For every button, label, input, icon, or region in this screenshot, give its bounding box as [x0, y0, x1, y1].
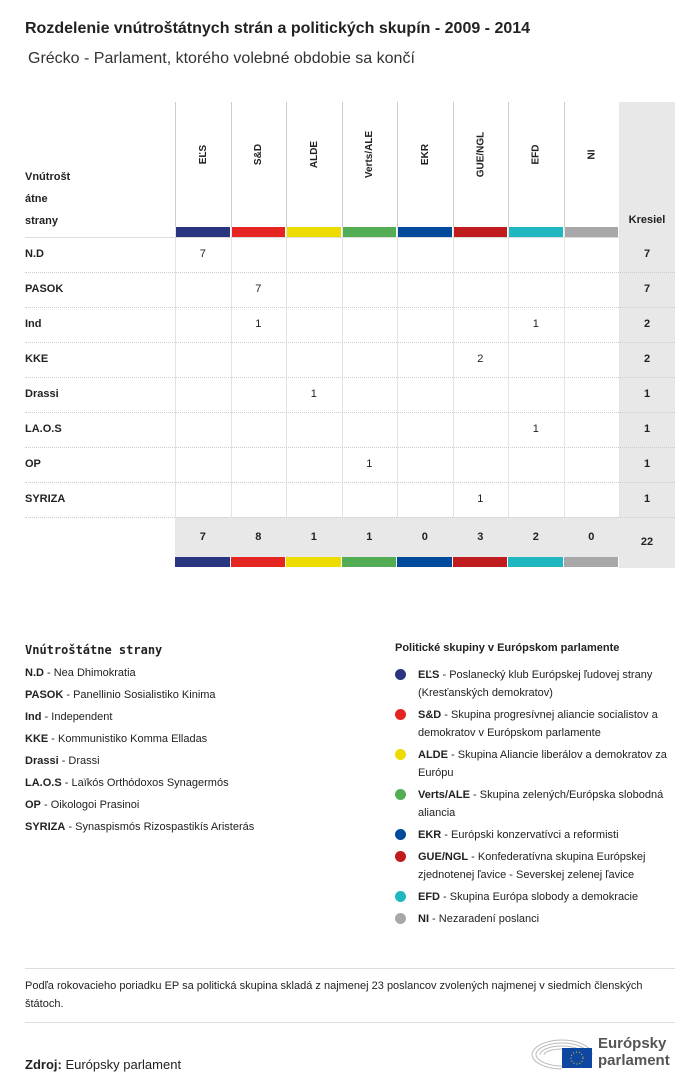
group-color-bar-bottom	[231, 557, 286, 567]
group-header-label: EĽS	[197, 144, 209, 165]
grand-total: 22	[640, 536, 654, 548]
group-color-bar	[175, 227, 230, 237]
group-legend-item: Verts/ALE - Skupina zelených/Európska slobodná aliancia	[395, 786, 685, 822]
party-legend-item: LA.O.S - Laïkós Orthódoxos Synagermós	[25, 777, 229, 789]
color-dot-icon	[395, 851, 406, 862]
group-abbr: NI	[418, 913, 429, 925]
party-abbr: KKE	[25, 733, 49, 745]
party-legend-item: OP - Oikologoi Prasinoi	[25, 799, 140, 811]
group-name: Skupina progresívnej aliancie socialistov a demokratov v Európskom parlamente	[418, 709, 658, 739]
party-label: PASOK	[25, 283, 64, 295]
row-header-line: Vnútrošt	[25, 171, 71, 183]
group-legend-item: GUE/NGL - Konfederatívna skupina Európskej zjednotenej ľavice - Severskej zelenej ľavice	[395, 848, 685, 884]
party-legend-item: SYRIZA - Synaspismós Rizospastikís Aristerás	[25, 821, 255, 833]
row-divider	[25, 517, 675, 518]
group-color-bar-bottom	[175, 557, 230, 567]
seat-count: 1	[532, 318, 539, 330]
color-dot-icon	[395, 913, 406, 924]
column-total: 3	[477, 531, 484, 543]
chart-subtitle: Grécko - Parlament, ktorého volebné obdobie sa končí	[28, 50, 415, 67]
color-dot-icon	[395, 749, 406, 760]
row-total: 1	[643, 388, 651, 400]
party-abbr: SYRIZA	[25, 821, 66, 833]
party-label: KKE	[25, 353, 49, 365]
row-total: 7	[643, 248, 651, 260]
group-header-label: GUE/NGL	[475, 131, 487, 178]
party-label: N.D	[25, 248, 44, 260]
group-abbr: GUE/NGL	[418, 851, 469, 863]
group-abbr: EĽS	[418, 669, 440, 681]
column-total: 7	[199, 531, 206, 543]
column-total: 1	[310, 531, 317, 543]
row-divider	[25, 377, 675, 378]
group-name: Skupina Aliancie liberálov a demokratov za Európu	[418, 749, 667, 779]
seat-count: 1	[310, 388, 317, 400]
divider	[25, 968, 675, 969]
group-color-bar	[508, 227, 563, 237]
group-name: Konfederatívna skupina Európskej zjednotenej ľavice - Severskej zelenej ľavice	[418, 851, 646, 881]
group-abbr: ALDE	[418, 749, 448, 761]
group-header-label: S&D	[253, 143, 265, 166]
row-divider	[25, 447, 675, 448]
row-total: 1	[643, 458, 651, 470]
group-abbr: Verts/ALE	[418, 789, 470, 801]
party-legend-item: PASOK - Panellinio Sosialistiko Kinima	[25, 689, 216, 701]
party-name: Laïkós Orthódoxos Synagermós	[71, 777, 229, 789]
group-abbr: EKR	[418, 829, 442, 841]
party-name: Kommunistiko Komma Elladas	[58, 733, 208, 745]
color-dot-icon	[395, 709, 406, 720]
parties-legend	[25, 643, 254, 843]
party-name: Synaspismós Rizospastikís Aristerás	[75, 821, 255, 833]
group-header-label: ALDE	[308, 140, 320, 169]
group-color-bar-bottom	[286, 557, 341, 567]
color-dot-icon	[395, 891, 406, 902]
color-dot-icon	[395, 669, 406, 680]
group-header-label: EFD	[530, 144, 542, 165]
party-abbr: Drassi	[25, 755, 59, 767]
group-legend-item: EĽS - Poslanecký klub Európskej ľudovej strany (Kresťanských demokratov)	[395, 666, 685, 702]
seat-count: 1	[477, 493, 484, 505]
row-header-line: strany	[25, 215, 59, 227]
seat-count: 1	[532, 423, 539, 435]
party-name: Panellinio Sosialistiko Kinima	[73, 689, 216, 701]
column-line	[453, 227, 454, 517]
group-color-bar	[564, 227, 619, 237]
column-line	[397, 227, 398, 517]
total-header: Kresiel	[628, 214, 666, 226]
seat-count: 7	[255, 283, 262, 295]
group-color-bar	[342, 227, 397, 237]
group-header	[508, 102, 564, 227]
column-total: 2	[532, 531, 539, 543]
seat-count: 1	[255, 318, 262, 330]
group-name: Nezaradení poslanci	[438, 913, 540, 925]
header-divider	[25, 237, 619, 238]
seat-count: 2	[477, 353, 484, 365]
chart-title: Rozdelenie vnútroštátnych strán a politických skupín - 2009 - 2014	[25, 20, 531, 37]
group-name: Poslanecký klub Európskej ľudovej strany (Kresťanských demokratov)	[418, 669, 653, 699]
group-color-bar	[286, 227, 341, 237]
party-name: Nea Dhimokratia	[53, 667, 136, 679]
column-line	[231, 227, 232, 517]
party-label: Drassi	[25, 388, 59, 400]
group-color-bar	[453, 227, 508, 237]
column-total: 8	[255, 531, 262, 543]
party-name: Drassi	[68, 755, 100, 767]
party-abbr: Ind	[25, 711, 42, 723]
column-line	[342, 227, 343, 517]
parties-legend-title: Vnútroštátne strany	[25, 643, 163, 657]
party-name: Independent	[51, 711, 113, 723]
party-label: OP	[25, 458, 41, 470]
row-divider	[25, 307, 675, 308]
group-header	[231, 102, 287, 227]
group-legend-item: NI - Nezaradení poslanci	[395, 910, 685, 928]
group-color-bar-bottom	[564, 557, 619, 567]
row-total: 1	[643, 493, 651, 505]
party-abbr: PASOK	[25, 689, 64, 701]
row-total: 2	[643, 318, 651, 330]
source-label: Zdroj:	[25, 1057, 62, 1072]
column-total: 1	[366, 531, 373, 543]
group-header-label: NI	[586, 149, 598, 160]
group-color-bar-bottom	[397, 557, 452, 567]
row-total: 7	[643, 283, 651, 295]
party-legend-item: Ind - Independent	[25, 711, 113, 723]
group-color-bar	[231, 227, 286, 237]
seat-count: 7	[199, 248, 206, 260]
group-header	[397, 102, 453, 227]
party-name: Oikologoi Prasinoi	[50, 799, 140, 811]
party-legend-item: KKE - Kommunistiko Komma Elladas	[25, 733, 208, 745]
group-name: Skupina Európa slobody a demokracie	[449, 891, 639, 903]
party-abbr: N.D	[25, 667, 44, 679]
group-color-bar-bottom	[453, 557, 508, 567]
group-header	[175, 102, 231, 227]
group-header	[342, 102, 398, 227]
row-header	[25, 166, 70, 232]
row-divider	[25, 342, 675, 343]
group-name: Európski konzervatívci a reformisti	[451, 829, 619, 841]
column-line	[508, 227, 509, 517]
group-abbr: S&D	[418, 709, 442, 721]
group-header-label: EKR	[419, 143, 431, 166]
color-dot-icon	[395, 829, 406, 840]
column-line	[175, 227, 176, 517]
group-header	[286, 102, 342, 227]
footnote: Podľa rokovacieho poriadku EP sa politická skupina skladá z najmenej 23 poslancov zvolených najmenej v siedmich členských štátoch.	[25, 980, 643, 1010]
party-label: Ind	[25, 318, 42, 330]
distribution-table	[25, 102, 675, 572]
party-legend-item: Drassi - Drassi	[25, 755, 100, 767]
column-line	[286, 227, 287, 517]
column-total: 0	[421, 531, 428, 543]
group-header-label: Verts/ALE	[364, 130, 376, 179]
party-legend-item: N.D - Nea Dhimokratia	[25, 667, 136, 679]
ep-logo	[528, 1033, 678, 1073]
groups-legend-title: Politické skupiny v Európskom parlamente	[395, 642, 620, 654]
column-total: 0	[588, 531, 595, 543]
source-value: Európsky parlament	[65, 1057, 182, 1072]
row-divider	[25, 412, 675, 413]
color-dot-icon	[395, 789, 406, 800]
column-line	[564, 227, 565, 517]
group-header	[453, 102, 509, 227]
divider	[25, 1022, 675, 1023]
group-legend-item: EFD - Skupina Európa slobody a demokracie	[395, 888, 685, 906]
row-total: 2	[643, 353, 651, 365]
party-label: LA.O.S	[25, 423, 62, 435]
group-legend-item: S&D - Skupina progresívnej aliancie socialistov a demokratov v Európskom parlamente	[395, 706, 685, 742]
row-total: 1	[643, 423, 651, 435]
seat-count: 1	[366, 458, 373, 470]
party-abbr: OP	[25, 799, 41, 811]
row-divider	[25, 272, 675, 273]
party-abbr: LA.O.S	[25, 777, 62, 789]
group-header	[564, 102, 620, 227]
group-color-bar-bottom	[508, 557, 563, 567]
groups-legend	[395, 642, 685, 932]
party-label: SYRIZA	[25, 493, 66, 505]
group-color-bar	[397, 227, 452, 237]
group-name: Skupina zelených/Európska slobodná aliancia	[418, 789, 664, 819]
group-abbr: EFD	[418, 891, 440, 903]
column-line	[619, 227, 620, 517]
group-color-bar-bottom	[342, 557, 397, 567]
logo-text: Európsky parlament	[598, 1035, 670, 1069]
row-divider	[25, 482, 675, 483]
group-legend-item: EKR - Európski konzervatívci a reformisti	[395, 826, 685, 844]
row-header-line: átne	[25, 193, 48, 205]
group-legend-item: ALDE - Skupina Aliancie liberálov a demokratov za Európu	[395, 746, 685, 782]
source	[25, 1057, 181, 1072]
